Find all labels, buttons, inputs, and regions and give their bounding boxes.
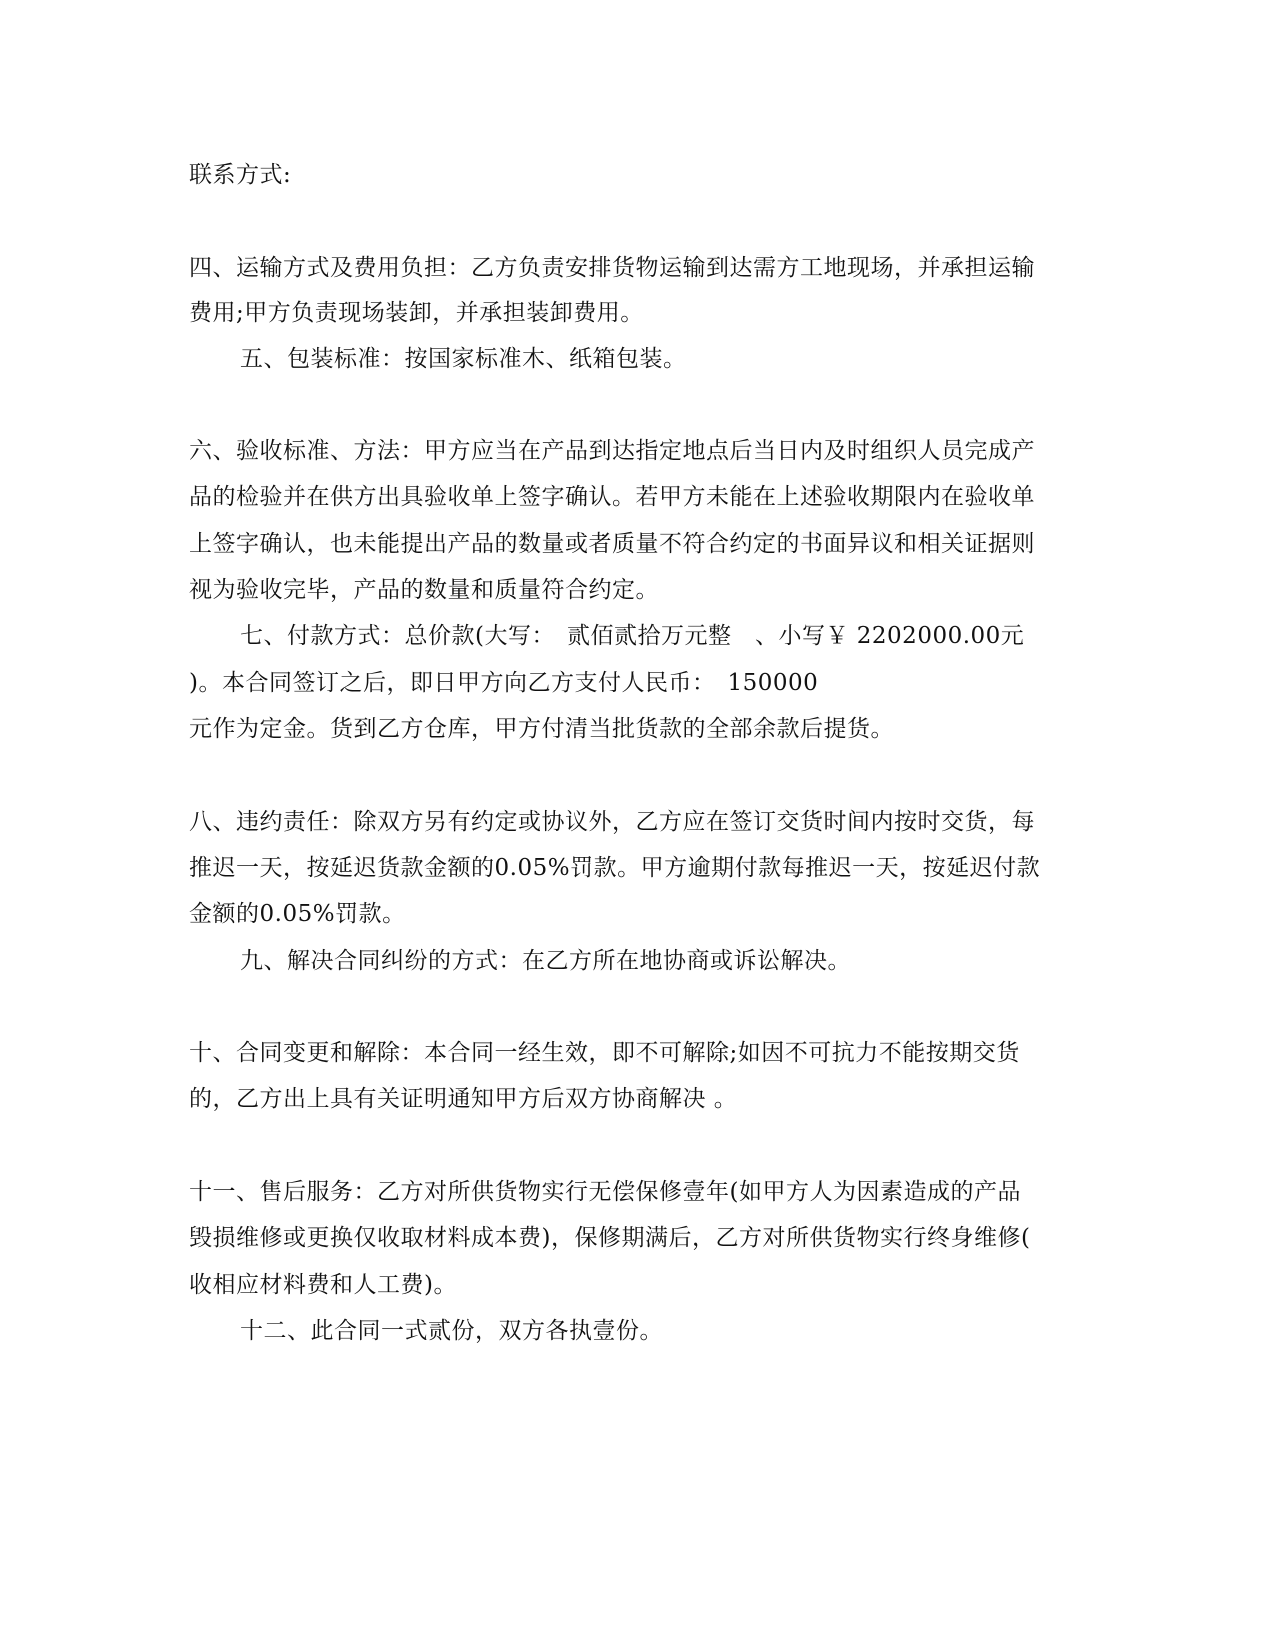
clause-4-line-2: 费用;甲方负责现场装卸，并承担装卸费用。 (189, 300, 644, 326)
clause-4-line-1: 四、运输方式及费用负担：乙方负责安排货物运输到达需方工地现场，并承担运输 (189, 255, 1035, 281)
clause-7-line-2: )。本合同签订之后，即日甲方向乙方支付人民币： 150000 (189, 670, 819, 696)
clause-6-line-1: 六、验收标准、方法：甲方应当在产品到达指定地点后当日内及时组织人员完成产 (189, 438, 1035, 464)
clause-7-line-1: 七、付款方式：总价款(大写： 贰佰贰拾万元整 、小写￥ 2202000.00元 (240, 623, 1025, 649)
clause-9-line-1: 九、解决合同纠纷的方式：在乙方所在地协商或诉讼解决。 (240, 948, 851, 974)
clause-8-line-1: 八、违约责任：除双方另有约定或协议外，乙方应在签订交货时间内按时交货，每 (189, 809, 1035, 835)
clause-8-line-3: 金额的0.05%罚款。 (189, 901, 406, 927)
clause-11-line-2: 毁损维修或更换仅收取材料成本费)，保修期满后，乙方对所供货物实行终身维修( (189, 1225, 1031, 1251)
clause-6-line-3: 上签字确认，也未能提出产品的数量或者质量不符合约定的书面异议和相关证据则 (189, 531, 1035, 557)
clause-11-line-3: 收相应材料费和人工费)。 (189, 1272, 457, 1298)
clause-10-line-2: 的，乙方出上具有关证明通知甲方后双方协商解决 。 (189, 1086, 738, 1112)
clause-6-line-2: 品的检验并在供方出具验收单上签字确认。若甲方未能在上述验收期限内在验收单 (189, 484, 1035, 510)
clause-12-line-1: 十二、此合同一式贰份，双方各执壹份。 (240, 1318, 663, 1344)
clause-7-line-3: 元作为定金。货到乙方仓库，甲方付清当批货款的全部余款后提货。 (189, 716, 894, 742)
contact-line: 联系方式: (189, 162, 292, 188)
clause-11-line-1: 十一、售后服务：乙方对所供货物实行无偿保修壹年(如甲方人为因素造成的产品 (189, 1179, 1021, 1205)
clause-6-line-4: 视为验收完毕，产品的数量和质量符合约定。 (189, 577, 659, 603)
clause-8-line-2: 推迟一天，按延迟货款金额的0.05%罚款。甲方逾期付款每推迟一天，按延迟付款 (189, 855, 1041, 881)
clause-10-line-1: 十、合同变更和解除：本合同一经生效，即不可解除;如因不可抗力不能按期交货 (189, 1040, 1020, 1066)
clause-5-line-1: 五、包装标准：按国家标准木、纸箱包装。 (240, 346, 687, 372)
